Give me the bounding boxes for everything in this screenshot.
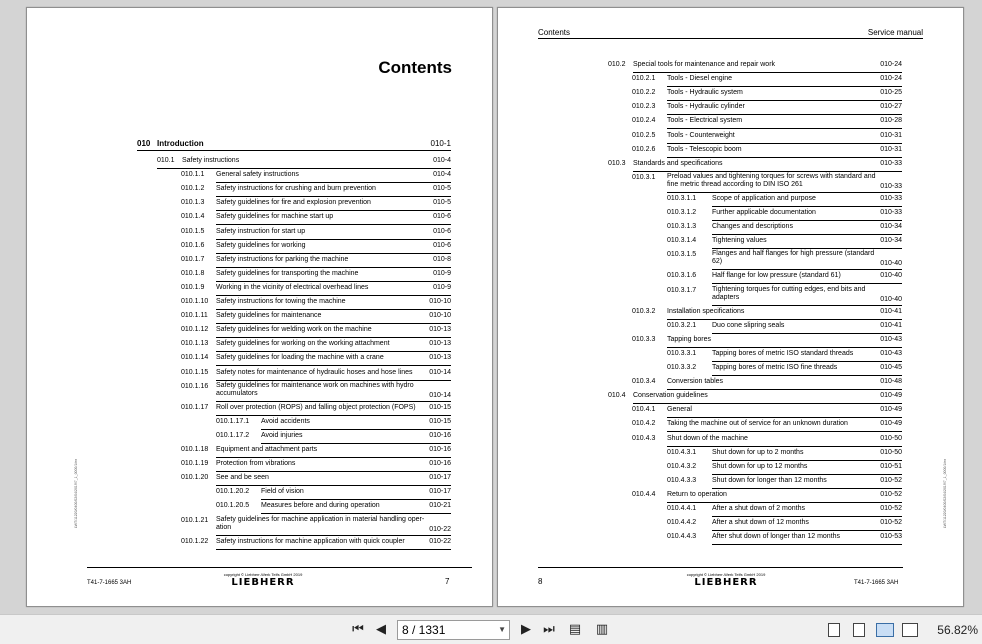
toc-entry-page: 010-24 xyxy=(880,75,902,83)
toc-entry[interactable] xyxy=(181,537,451,550)
toc-entry-title: Installation specifications xyxy=(667,307,745,315)
toc-entry-title: Conversion tables xyxy=(667,378,724,386)
toc-entry-page: 010-13 xyxy=(429,354,451,362)
chapter-page: 010-1 xyxy=(430,139,451,148)
toc-entry-number: 010.1.3 xyxy=(181,199,205,207)
toc-entry-title: Tools - Diesel engine xyxy=(667,75,732,83)
toc-entry-page: 010-6 xyxy=(433,213,451,221)
toc-entry-page: 010-4 xyxy=(433,157,451,164)
toc-entry-title: Conservation guidelines xyxy=(633,392,708,400)
toc-entry-title: Protection from vibrations xyxy=(216,460,296,468)
toc-entry-page: 010-9 xyxy=(433,269,451,277)
toc-entry[interactable] xyxy=(667,222,902,235)
two-page-icon[interactable] xyxy=(876,623,894,637)
toc-entry[interactable] xyxy=(181,227,451,240)
toc-entry-page: 010-27 xyxy=(880,103,902,111)
toc-entry-page: 010-53 xyxy=(880,533,902,541)
header-right: Service manual xyxy=(867,28,923,37)
toc-entry-number: 010.1.9 xyxy=(181,283,205,291)
toc-entry-number: 010.1.2 xyxy=(181,185,205,193)
toc-entry[interactable] xyxy=(181,325,451,338)
toc-entry-page: 010-6 xyxy=(433,227,451,235)
toc-entry-title: Safety instruction for start up xyxy=(216,227,306,235)
toc-entry-number: 010.1.18 xyxy=(181,446,209,453)
toc-entry[interactable] xyxy=(181,353,451,366)
toc-entry-title: Safety guidelines for maintenance xyxy=(216,312,322,320)
toc-entry[interactable] xyxy=(632,116,902,129)
toc-entry-title: Tools - Hydraulic system xyxy=(667,89,743,97)
toc-entry-number: 010.3.1.1 xyxy=(667,194,697,202)
toc-entry-page: 010-49 xyxy=(880,406,902,414)
toc-entry-number: 010.1.5 xyxy=(181,227,205,235)
toc-entry-title: Tools - Telescopic boom xyxy=(667,145,742,153)
toc-entry[interactable] xyxy=(181,381,451,402)
toc-entry[interactable] xyxy=(181,368,451,381)
footer-copyright: copyright © Liebherr-Werk Telfs GmbH 2019 xyxy=(686,572,766,577)
toc-entry-page: 010-49 xyxy=(880,392,902,400)
toc-entry-page: 010-10 xyxy=(429,298,451,305)
toc-entry-page: 010-34 xyxy=(880,237,902,245)
toc-entry-number: 010.3.3.1 xyxy=(667,349,697,357)
side-code: LWT/11220/0400/02/04/2019/7_1_0000/1/en xyxy=(943,458,947,528)
toc-entry-number: 010.1.15 xyxy=(181,368,209,376)
page-8 xyxy=(497,7,964,607)
toc-entry[interactable] xyxy=(181,170,451,183)
toc-entry-title: Safety notes for maintenance of hydraulic hoses and hose lines xyxy=(216,368,413,376)
toc-entry-number: 010.2.1 xyxy=(632,75,656,83)
toc-entry-number: 010.1.16 xyxy=(181,382,209,390)
previous-page-icon[interactable]: ◀ xyxy=(376,622,386,637)
toc-entry-title: Safety instructions xyxy=(182,157,240,164)
toc-entry-title: Safety instructions for parking the machine xyxy=(216,255,349,263)
toc-entry-number: 010.1.17.2 xyxy=(216,431,250,439)
toc-entry-number: 010.2.6 xyxy=(632,145,656,153)
toc-entry-number: 010.3.1.5 xyxy=(667,251,697,259)
toc-entry[interactable] xyxy=(632,102,902,115)
toc-entry[interactable] xyxy=(181,184,451,197)
toc-entry-number: 010.1.10 xyxy=(181,298,209,305)
toc-entry-title: Special tools for maintenance and repair work xyxy=(633,61,776,68)
toc-entry-page: 010-24 xyxy=(880,61,902,68)
toc-entry[interactable] xyxy=(181,255,451,268)
toc-entry-number: 010.2.3 xyxy=(632,103,656,111)
toc-entry-title: Tightening values xyxy=(712,237,767,245)
toc-entry-title: Tapping bores of metric ISO fine threads xyxy=(712,364,838,371)
page-number: 8 xyxy=(538,577,543,586)
toc-entry[interactable] xyxy=(667,250,902,270)
toc-entry-title: Tools - Electrical system xyxy=(667,117,743,125)
toc-entry[interactable] xyxy=(632,335,902,348)
toc-entry[interactable] xyxy=(667,194,902,207)
zoom-level[interactable]: 56.82% xyxy=(937,623,978,637)
next-page-icon[interactable]: ▶ xyxy=(521,622,531,637)
toc-entry-page: 010-22 xyxy=(429,525,451,533)
toc-entry-page: 010-22 xyxy=(429,537,451,545)
toc-entry-page: 010-31 xyxy=(880,131,902,139)
toc-entry-title: Avoid accidents xyxy=(261,417,310,425)
toc-entry-title: Safety guidelines for maintenance work on machines with hydro accumulators xyxy=(216,381,414,397)
toc-entry[interactable] xyxy=(181,403,451,416)
toc-entry[interactable] xyxy=(157,156,451,169)
toc-entry[interactable] xyxy=(181,339,451,352)
footer-rule xyxy=(538,567,903,568)
toc-entry-number: 010.1.21 xyxy=(181,516,209,524)
toc-entry-page: 010-34 xyxy=(880,223,902,231)
toc-entry-page: 010-43 xyxy=(880,349,902,357)
single-page-icon[interactable] xyxy=(828,623,840,637)
toc-entry-page: 010-15 xyxy=(429,417,451,425)
fit-page-icon[interactable]: ▤ xyxy=(568,622,582,637)
toc-entry[interactable] xyxy=(632,377,902,390)
toc-entry[interactable] xyxy=(216,501,451,514)
toc-entry-title: After shut down of longer than 12 months xyxy=(712,533,841,541)
toc-entry[interactable] xyxy=(667,349,902,362)
toc-entry-number: 010.1.8 xyxy=(181,269,205,277)
toc-entry-page: 010-51 xyxy=(880,462,902,470)
toc-entry-page: 010-43 xyxy=(880,335,902,343)
toc-entry[interactable] xyxy=(667,271,902,284)
toc-entry-title: Safety guidelines for transporting the machine xyxy=(216,269,359,277)
toc-entry-number: 010.3.3 xyxy=(632,335,656,343)
toc-entry-page: 010-52 xyxy=(880,490,902,498)
toc-entry[interactable] xyxy=(632,434,902,447)
toc-entry-title: Safety guidelines for machine start up xyxy=(216,213,334,221)
toc-entry-page: 010-31 xyxy=(880,145,902,153)
toc-entry-number: 010.1.13 xyxy=(181,340,209,348)
toc-entry-number: 010.3.2 xyxy=(632,307,656,315)
toc-entry-title: Shut down of the machine xyxy=(667,434,748,442)
toc-entry-title: Standards and specifications xyxy=(633,159,723,167)
toc-entry-title: See and be seen xyxy=(216,474,269,482)
toc-entry[interactable] xyxy=(632,131,902,144)
toc-entry[interactable] xyxy=(181,473,451,486)
toc-entry-title: After a shut down of 2 months xyxy=(712,505,805,512)
toc-entry[interactable] xyxy=(181,269,451,282)
toc-entry-title: Taking the machine out of service for an unknown duration xyxy=(667,420,848,428)
toc-entry-title: After a shut down of 12 months xyxy=(712,519,809,527)
toc-entry-page: 010-41 xyxy=(880,321,902,329)
toc-entry-page: 010-16 xyxy=(429,460,451,468)
toc-entry-page: 010-40 xyxy=(880,272,902,280)
toc-entry-number: 010.1.14 xyxy=(181,354,209,362)
toc-entry-number: 010.1.20.2 xyxy=(216,488,250,496)
footer-rule xyxy=(87,567,472,568)
toc-entry-number: 010.4.3.2 xyxy=(667,462,697,470)
toc-entry-number: 010.4.3.3 xyxy=(667,476,697,484)
toc-entry-number: 010.3.1.6 xyxy=(667,272,697,280)
toc-entry-title: Return to operation xyxy=(667,490,727,498)
footer-copyright: copyright © Liebherr-Werk Telfs GmbH 2019 xyxy=(223,572,303,577)
toc-entry-title: Tools - Hydraulic cylinder xyxy=(667,103,745,111)
toc-entry[interactable] xyxy=(667,462,902,475)
toc-entry-page: 010-8 xyxy=(433,255,451,263)
toc-entry-number: 010.4.4.3 xyxy=(667,533,697,541)
toc-entry-title: Safety guidelines for working xyxy=(216,241,306,249)
toc-entry-page: 010-33 xyxy=(880,209,902,216)
toc-entry-title: General xyxy=(667,406,692,414)
toc-entry-number: 010.3.1.4 xyxy=(667,237,697,245)
toc-entry-page: 010-50 xyxy=(880,434,902,442)
toc-entry-page: 010-13 xyxy=(429,340,451,348)
toc-entry-title: Safety guidelines for welding work on the machine xyxy=(216,326,372,334)
toc-entry-number: 010.4.4.2 xyxy=(667,519,697,527)
toc-entry-number: 010.3.2.1 xyxy=(667,321,697,329)
toc-entry[interactable] xyxy=(667,504,902,517)
continuous-page-icon[interactable] xyxy=(853,623,865,637)
toc-entry-number: 010.1.12 xyxy=(181,326,209,334)
chapter-title: Introduction xyxy=(157,139,204,148)
footer-doc-code: T41-7-1665 3AH xyxy=(854,580,899,586)
toc-entry[interactable] xyxy=(608,391,902,404)
toc-entry-page: 010-25 xyxy=(880,89,902,97)
page-7 xyxy=(26,7,493,607)
toc-entry-title: Tapping bores of metric ISO standard threads xyxy=(712,349,854,357)
toc-entry[interactable] xyxy=(216,487,451,500)
toc-entry[interactable] xyxy=(667,285,902,306)
toc-entry[interactable] xyxy=(216,431,451,444)
toc-entry-number: 010.1.1 xyxy=(181,171,205,179)
toc-entry-page: 010-48 xyxy=(880,378,902,386)
toc-entry-number: 010.3.1.7 xyxy=(667,286,697,294)
toc-entry[interactable] xyxy=(632,172,902,193)
toc-entry[interactable] xyxy=(216,417,451,430)
chapter-number: 010 xyxy=(137,139,151,148)
toc-entry[interactable] xyxy=(632,490,902,503)
toc-entry-title: Safety instructions for towing the machine xyxy=(216,298,346,305)
toc-entry-page: 010-5 xyxy=(433,199,451,207)
toc-entry-title: Preload values and tightening torques for screws with standard and fine metric thread according to DIN ISO 261 xyxy=(667,172,876,188)
chapter-row[interactable] xyxy=(137,138,451,151)
toc-entry-title: Safety guidelines for fire and explosion prevention xyxy=(216,199,371,207)
page-number-input[interactable] xyxy=(397,620,510,640)
toc-entry-page: 010-52 xyxy=(880,476,902,484)
toc-entry[interactable] xyxy=(632,88,902,101)
toc-entry-title: Roll over protection (ROPS) and falling object protection (FOPS) xyxy=(216,403,416,411)
toc-entry[interactable] xyxy=(667,448,902,461)
toc-entry[interactable] xyxy=(632,74,902,87)
toc-entry-number: 010.3 xyxy=(608,159,626,167)
toc-entry-number: 010.1.20.5 xyxy=(216,502,250,510)
toc-entry[interactable] xyxy=(181,445,451,458)
toc-entry-page: 010-52 xyxy=(880,519,902,527)
toc-entry-title: Scope of application and purpose xyxy=(712,194,816,202)
toc-entry-page: 010-49 xyxy=(880,420,902,428)
toc-entry-title: Safety guidelines for loading the machine with a crane xyxy=(216,354,384,362)
toc-entry[interactable] xyxy=(181,311,451,324)
toc-entry[interactable] xyxy=(181,283,451,296)
toc-entry[interactable] xyxy=(632,419,902,432)
toc-entry-page: 010-40 xyxy=(880,260,902,268)
toc-entry-title: Safety guidelines for machine application in material handling oper- ation xyxy=(216,515,425,531)
toc-entry-page: 010-17 xyxy=(429,488,451,496)
first-page-icon[interactable]: ⏮ xyxy=(352,622,364,637)
toc-entry[interactable] xyxy=(181,515,451,536)
toc-entry-page: 010-45 xyxy=(880,364,902,371)
toc-entry-page: 010-16 xyxy=(429,431,451,439)
toc-entry-title: Safety instructions for crushing and burn prevention xyxy=(216,185,376,193)
toc-entry[interactable] xyxy=(181,459,451,472)
toc-entry-page: 010-52 xyxy=(880,505,902,512)
toc-entry-number: 010.1 xyxy=(157,157,175,164)
toc-entry-title: Working in the vicinity of electrical overhead lines xyxy=(216,283,369,291)
toc-entry[interactable] xyxy=(181,212,451,225)
toc-entry-page: 010-16 xyxy=(429,446,451,453)
toc-entry-number: 010.2 xyxy=(608,61,626,68)
toc-entry-number: 010.4.3.1 xyxy=(667,448,697,456)
toc-entry-title: Safety instructions for machine application with quick coupler xyxy=(216,537,405,545)
toc-entry-title: Shut down for up to 2 months xyxy=(712,448,804,456)
toc-entry-page: 010-9 xyxy=(433,283,451,291)
toc-entry[interactable] xyxy=(667,208,902,221)
toc-entry-page: 010-33 xyxy=(880,194,902,202)
toc-entry-page: 010-33 xyxy=(880,159,902,167)
toc-entry-number: 010.3.3.2 xyxy=(667,364,697,371)
last-page-icon[interactable]: ⏭ xyxy=(543,622,555,637)
footer-doc-code: T41-7-1665 3AH xyxy=(87,580,132,586)
toc-entry-title: Equipment and attachment parts xyxy=(216,446,318,453)
toc-entry[interactable] xyxy=(667,321,902,334)
toc-entry-number: 010.1.19 xyxy=(181,460,209,468)
toc-entry[interactable] xyxy=(667,476,902,489)
liebherr-logo: LIEBHERR xyxy=(694,577,758,588)
toc-entry-number: 010.1.7 xyxy=(181,255,205,263)
toc-entry-number: 010.3.1.3 xyxy=(667,223,697,231)
toc-entry-page: 010-28 xyxy=(880,117,902,125)
toc-entry-title: Tools - Counterweight xyxy=(667,131,735,139)
toc-entry-page: 010-40 xyxy=(880,295,902,303)
chevron-down-icon[interactable]: ▼ xyxy=(498,625,506,634)
fit-width-icon[interactable]: ▥ xyxy=(595,622,609,637)
toc-entry-title: Shut down for longer than 12 months xyxy=(712,476,827,484)
toc-entry-number: 010.1.4 xyxy=(181,213,205,221)
toc-entry[interactable] xyxy=(632,405,902,418)
toc-entry-number: 010.3.1 xyxy=(632,173,656,181)
toc-entry-page: 010-4 xyxy=(433,171,451,179)
toc-entry-page: 010-15 xyxy=(429,403,451,411)
liebherr-logo: LIEBHERR xyxy=(231,577,295,588)
toc-entry-title: Changes and descriptions xyxy=(712,223,793,231)
toc-entry-number: 010.1.6 xyxy=(181,241,205,249)
toc-entry[interactable] xyxy=(667,518,902,531)
toc-entry[interactable] xyxy=(632,145,902,158)
toc-entry-page: 010-41 xyxy=(880,307,902,315)
viewer-toolbar xyxy=(0,614,982,644)
toc-entry-title: Further applicable documentation xyxy=(712,209,816,216)
toc-entry-number: 010.2.5 xyxy=(632,131,656,139)
toc-entry-number: 010.4.3 xyxy=(632,434,656,442)
side-code: LWT/11220/0400/02/04/2019/7_1_0000/1/en xyxy=(74,458,78,528)
toc-entry-number: 010.1.17.1 xyxy=(216,417,250,425)
toc-entry[interactable] xyxy=(667,532,902,545)
toc-entry-title: Flanges and half flanges for high pressure (standard 62) xyxy=(712,250,875,266)
toc-entry-number: 010.4.4.1 xyxy=(667,505,697,512)
toc-entry-number: 010.1.22 xyxy=(181,537,209,545)
toc-entry-title: Safety guidelines for working on the working attachment xyxy=(216,340,390,348)
toc-entry[interactable] xyxy=(181,241,451,254)
toc-entry-number: 010.4.4 xyxy=(632,490,656,498)
toc-entry-title: Measures before and during operation xyxy=(261,502,380,510)
toc-entry-number: 010.1.17 xyxy=(181,403,209,411)
toc-entry-number: 010.3.4 xyxy=(632,378,656,386)
toc-entry-page: 010-50 xyxy=(880,448,902,456)
toc-entry-page: 010-14 xyxy=(429,368,451,376)
toc-entry-page: 010-5 xyxy=(433,185,451,193)
running-header xyxy=(538,28,923,39)
page-title: Contents xyxy=(378,58,452,77)
toc-entry-number: 010.4 xyxy=(608,392,626,400)
toc-entry[interactable] xyxy=(181,198,451,211)
toc-entry-number: 010.1.20 xyxy=(181,474,209,482)
toc-entry[interactable] xyxy=(667,236,902,249)
two-page-continuous-icon[interactable] xyxy=(902,623,918,637)
toc-entry-title: Field of vision xyxy=(261,488,304,496)
toc-entry-number: 010.1.11 xyxy=(181,312,208,320)
toc-entry-number: 010.2.2 xyxy=(632,89,656,97)
toc-entry-title: General safety instructions xyxy=(216,171,299,179)
toc-entry[interactable] xyxy=(608,60,902,73)
toc-entry-page: 010-33 xyxy=(880,182,902,190)
page-indicator: 8 / 1331 xyxy=(402,623,446,637)
toc-entry-page: 010-14 xyxy=(429,391,451,399)
page-number: 7 xyxy=(445,577,450,586)
toc-entry[interactable] xyxy=(608,159,902,172)
toc-entry-number: 010.4.1 xyxy=(632,406,656,414)
toc-entry-title: Half flange for low pressure (standard 61) xyxy=(712,272,841,280)
toc-entry[interactable] xyxy=(632,307,902,320)
toc-entry-page: 010-17 xyxy=(429,474,451,482)
toc-entry-number: 010.3.1.2 xyxy=(667,209,697,216)
toc-entry[interactable] xyxy=(667,363,902,376)
toc-entry-title: Tapping bores xyxy=(667,335,711,343)
toc-entry-title: Avoid injuries xyxy=(261,431,303,439)
toc-entry[interactable] xyxy=(181,297,451,310)
toc-entry-page: 010-21 xyxy=(429,502,451,510)
toc-entry-page: 010-10 xyxy=(429,312,451,320)
toc-entry-number: 010.2.4 xyxy=(632,117,656,125)
toc-entry-title: Shut down for up to 12 months xyxy=(712,462,808,470)
toc-entry-number: 010.4.2 xyxy=(632,420,656,428)
toc-entry-page: 010-6 xyxy=(433,241,451,249)
header-left: Contents xyxy=(538,28,571,37)
toc-entry-title: Tightening torques for cutting edges, end bits and adapters xyxy=(712,285,866,301)
toc-entry-page: 010-13 xyxy=(429,326,451,334)
toc-entry-title: Duo cone slipring seals xyxy=(712,321,785,329)
